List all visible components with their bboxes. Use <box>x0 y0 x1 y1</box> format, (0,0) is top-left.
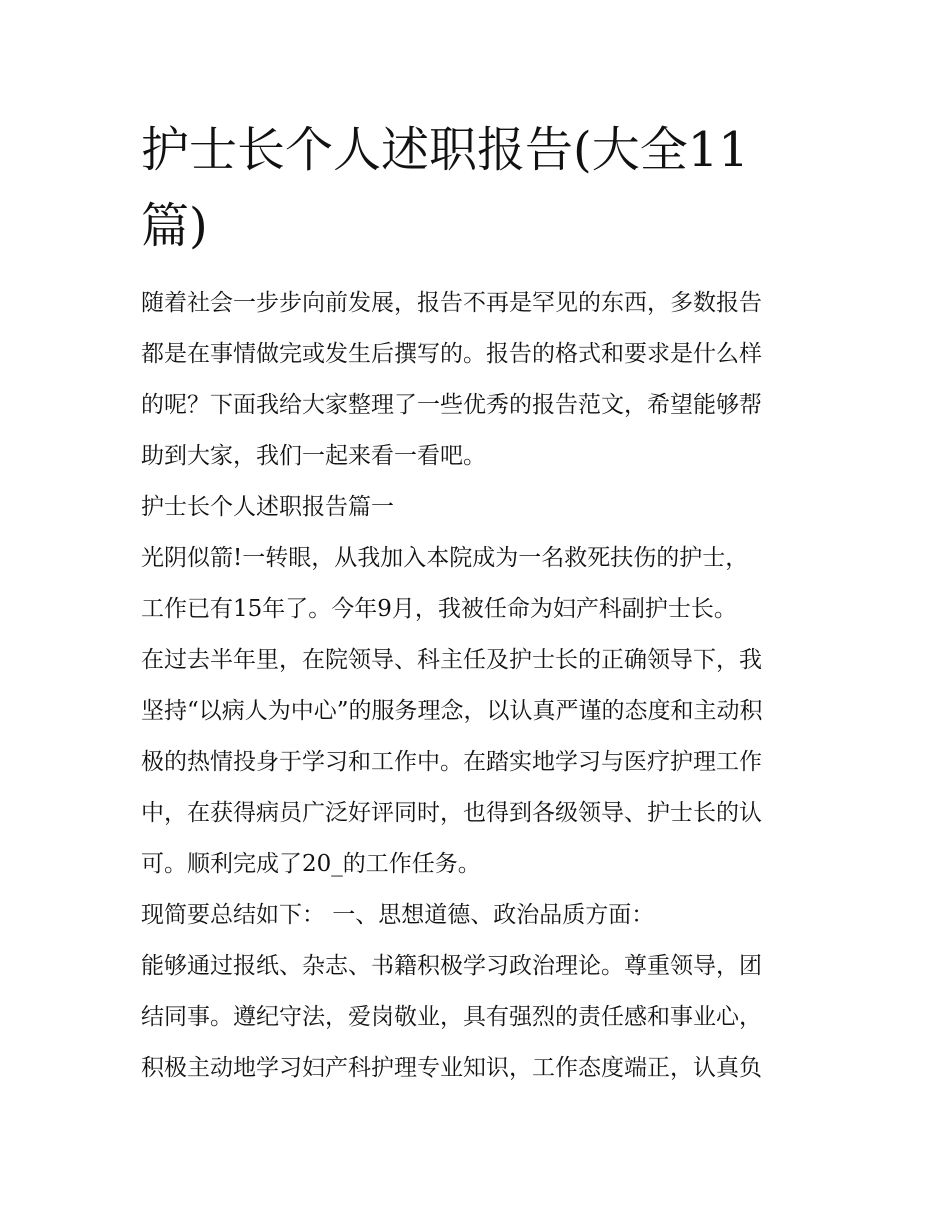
text-line: 光阴似箭!一转眼，从我加入本院成为一名救死扶伤的护士， <box>141 545 749 571</box>
title-line: 篇) <box>141 198 208 254</box>
body-paragraph <box>141 941 811 1094</box>
text-line: 现简要总结如下： 一、思想道德、政治品质方面： <box>141 902 655 928</box>
text-line: 都是在事情做完或发生后撰写的。报告的格式和要求是什么样 <box>141 341 762 367</box>
text-line: 能够通过报纸、杂志、书籍积极学习政治理论。尊重领导，团 <box>141 953 762 979</box>
text-line: 在过去半年里，在院领导、科主任及护士长的正确领导下，我 <box>141 647 762 673</box>
text-line: 助到大家，我们一起来看一看吧。 <box>141 443 486 469</box>
text-line: 坚持“以病人为中心”的服务理念，以认真严谨的态度和主动积 <box>141 698 763 724</box>
document-title <box>141 112 811 264</box>
intro-paragraph <box>141 278 811 482</box>
section-heading <box>141 482 811 533</box>
summary-heading <box>141 890 811 941</box>
document-body <box>141 112 811 1094</box>
body-paragraph <box>141 533 811 890</box>
text-line: 结同事。遵纪守法，爱岗敬业，具有强烈的责任感和事业心， <box>141 1004 762 1030</box>
title-line: 护士长个人述职报告(大全11 <box>141 122 749 178</box>
text-line: 护士长个人述职报告篇一 <box>141 494 394 520</box>
text-line: 随着社会一步步向前发展，报告不再是罕见的东西，多数报告 <box>141 290 762 316</box>
text-line: 中，在获得病员广泛好评同时，也得到各级领导、护士长的认 <box>141 800 762 826</box>
text-line: 可。顺利完成了20_的工作任务。 <box>141 851 481 877</box>
text-line: 工作已有15年了。今年9月，我被任命为妇产科副护士长。 <box>141 596 737 622</box>
text-line: 极的热情投身于学习和工作中。在踏实地学习与医疗护理工作 <box>141 749 762 775</box>
text-line: 的呢？下面我给大家整理了一些优秀的报告范文，希望能够帮 <box>141 392 762 418</box>
text-line: 积极主动地学习妇产科护理专业知识，工作态度端正，认真负 <box>141 1055 762 1081</box>
